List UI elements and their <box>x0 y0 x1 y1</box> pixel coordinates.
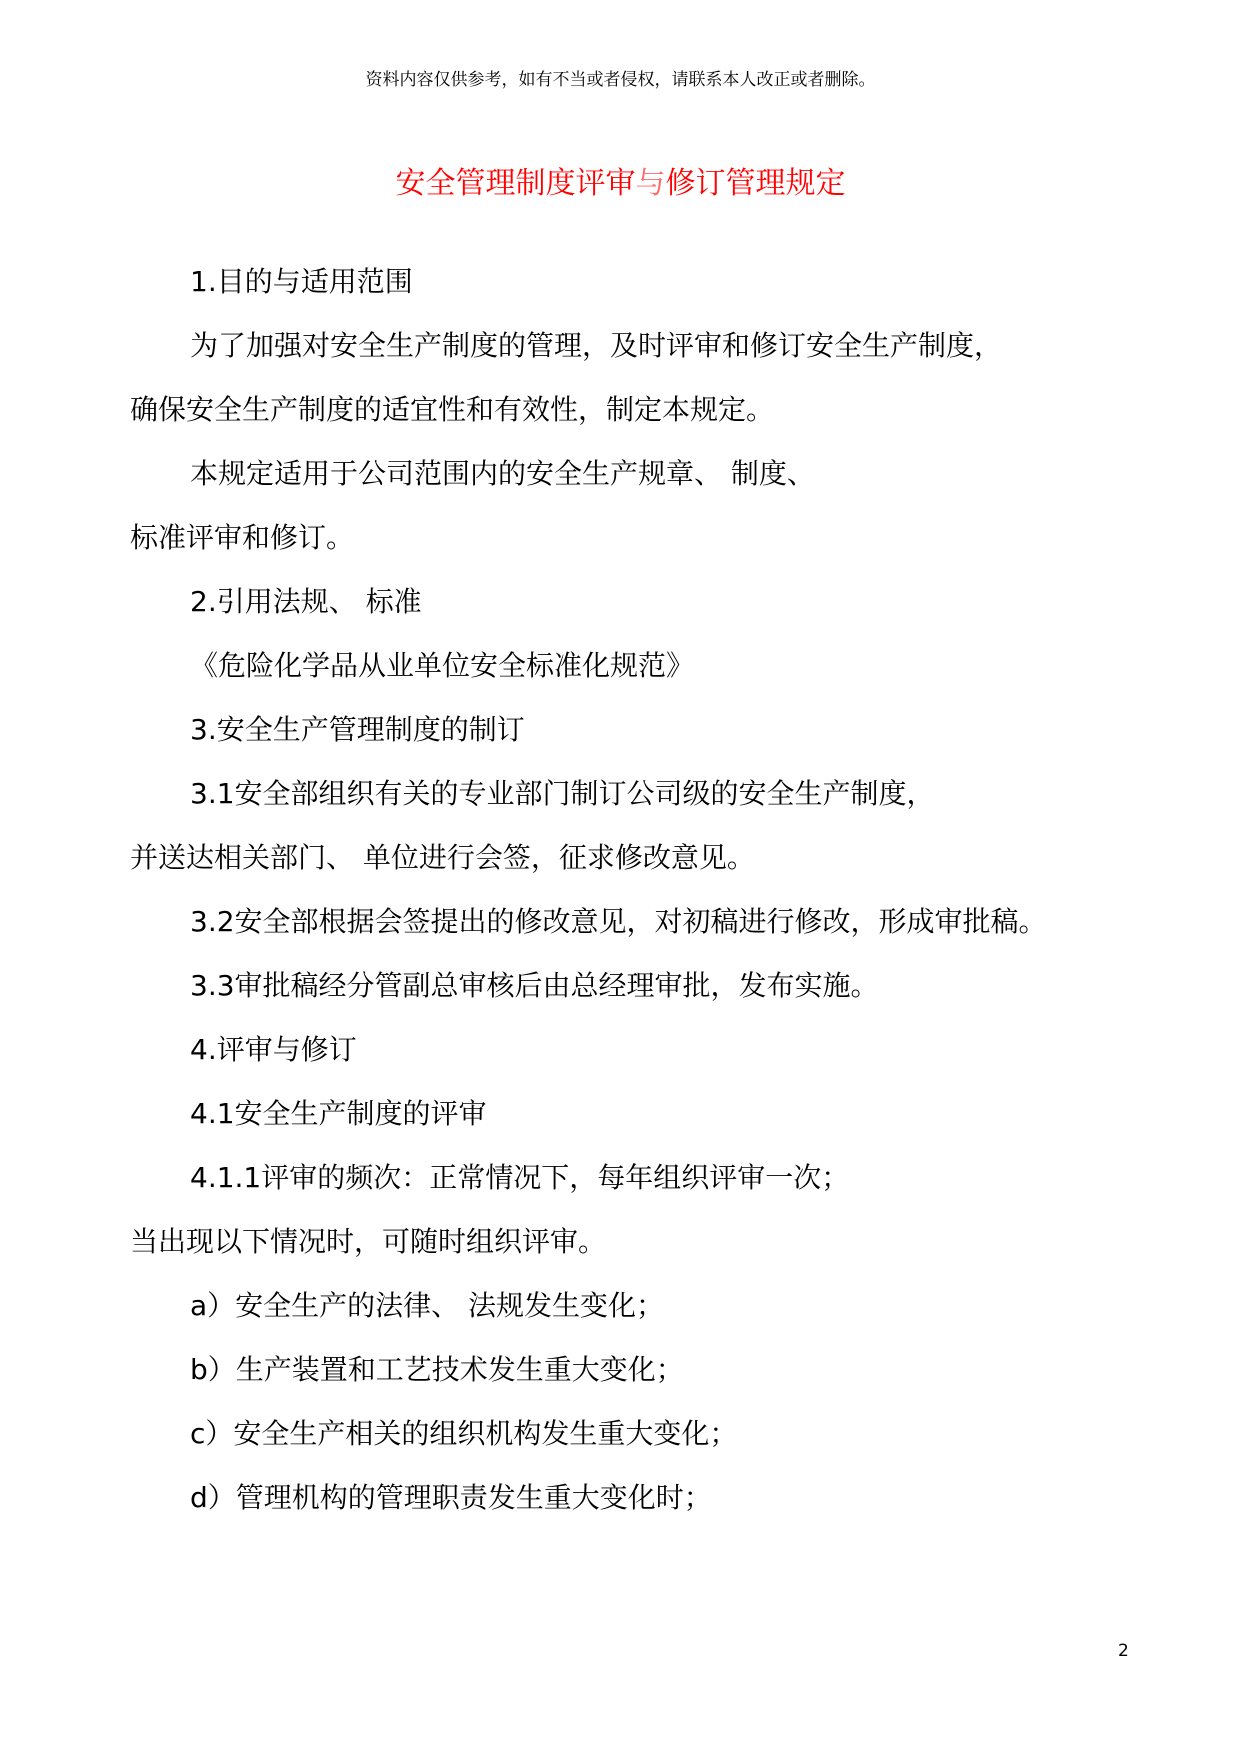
title-part-3: 修订管理规定 <box>665 166 846 201</box>
body-line: 4.1.1评审的频次：正常情况下，每年组织评审一次； <box>190 1161 850 1194</box>
body-line: b）生产装置和工艺技术发生重大变化； <box>190 1353 684 1386</box>
document-title <box>0 162 1241 206</box>
body-line: 3.安全生产管理制度的制订 <box>190 713 525 746</box>
body-line: 标准评审和修订。 <box>130 521 355 554</box>
body-line: 为了加强对安全生产制度的管理，及时评审和修订安全生产制度， <box>190 329 1003 362</box>
body-line: 3.1安全部组织有关的专业部门制订公司级的安全生产制度， <box>190 777 935 810</box>
body-line: 3.3审批稿经分管副总审核后由总经理审批，发布实施。 <box>190 969 879 1002</box>
body-line: c）安全生产相关的组织机构发生重大变化； <box>190 1417 738 1450</box>
body-line: 并送达相关部门、 单位进行会签，征求修改意见。 <box>130 841 755 874</box>
body-line: 1.目的与适用范围 <box>190 265 413 298</box>
body-line: 3.2安全部根据会签提出的修改意见，对初稿进行修改，形成审批稿。 <box>190 905 1047 938</box>
body-line: 当出现以下情况时，可随时组织评审。 <box>130 1225 607 1258</box>
body-line: 4.评审与修订 <box>190 1033 357 1066</box>
body-line: 确保安全生产制度的适宜性和有效性，制定本规定。 <box>130 393 775 426</box>
body-line: 4.1安全生产制度的评审 <box>190 1097 487 1130</box>
title-part-1: 安全管理制度评审 <box>395 166 636 201</box>
title-part-2: 与 <box>635 166 666 201</box>
body-line: 2.引用法规、 标准 <box>190 585 422 618</box>
body-line: 本规定适用于公司范围内的安全生产规章、 制度、 <box>190 457 815 490</box>
page-number: 2 <box>1118 1641 1129 1661</box>
header-disclaimer: 资料内容仅供参考，如有不当或者侵权，请联系本人改正或者删除。 <box>365 70 876 90</box>
body-line: 《危险化学品从业单位安全标准化规范》 <box>190 649 695 682</box>
body-line: a）安全生产的法律、 法规发生变化； <box>190 1289 665 1322</box>
body-line: d）管理机构的管理职责发生重大变化时； <box>190 1481 712 1514</box>
